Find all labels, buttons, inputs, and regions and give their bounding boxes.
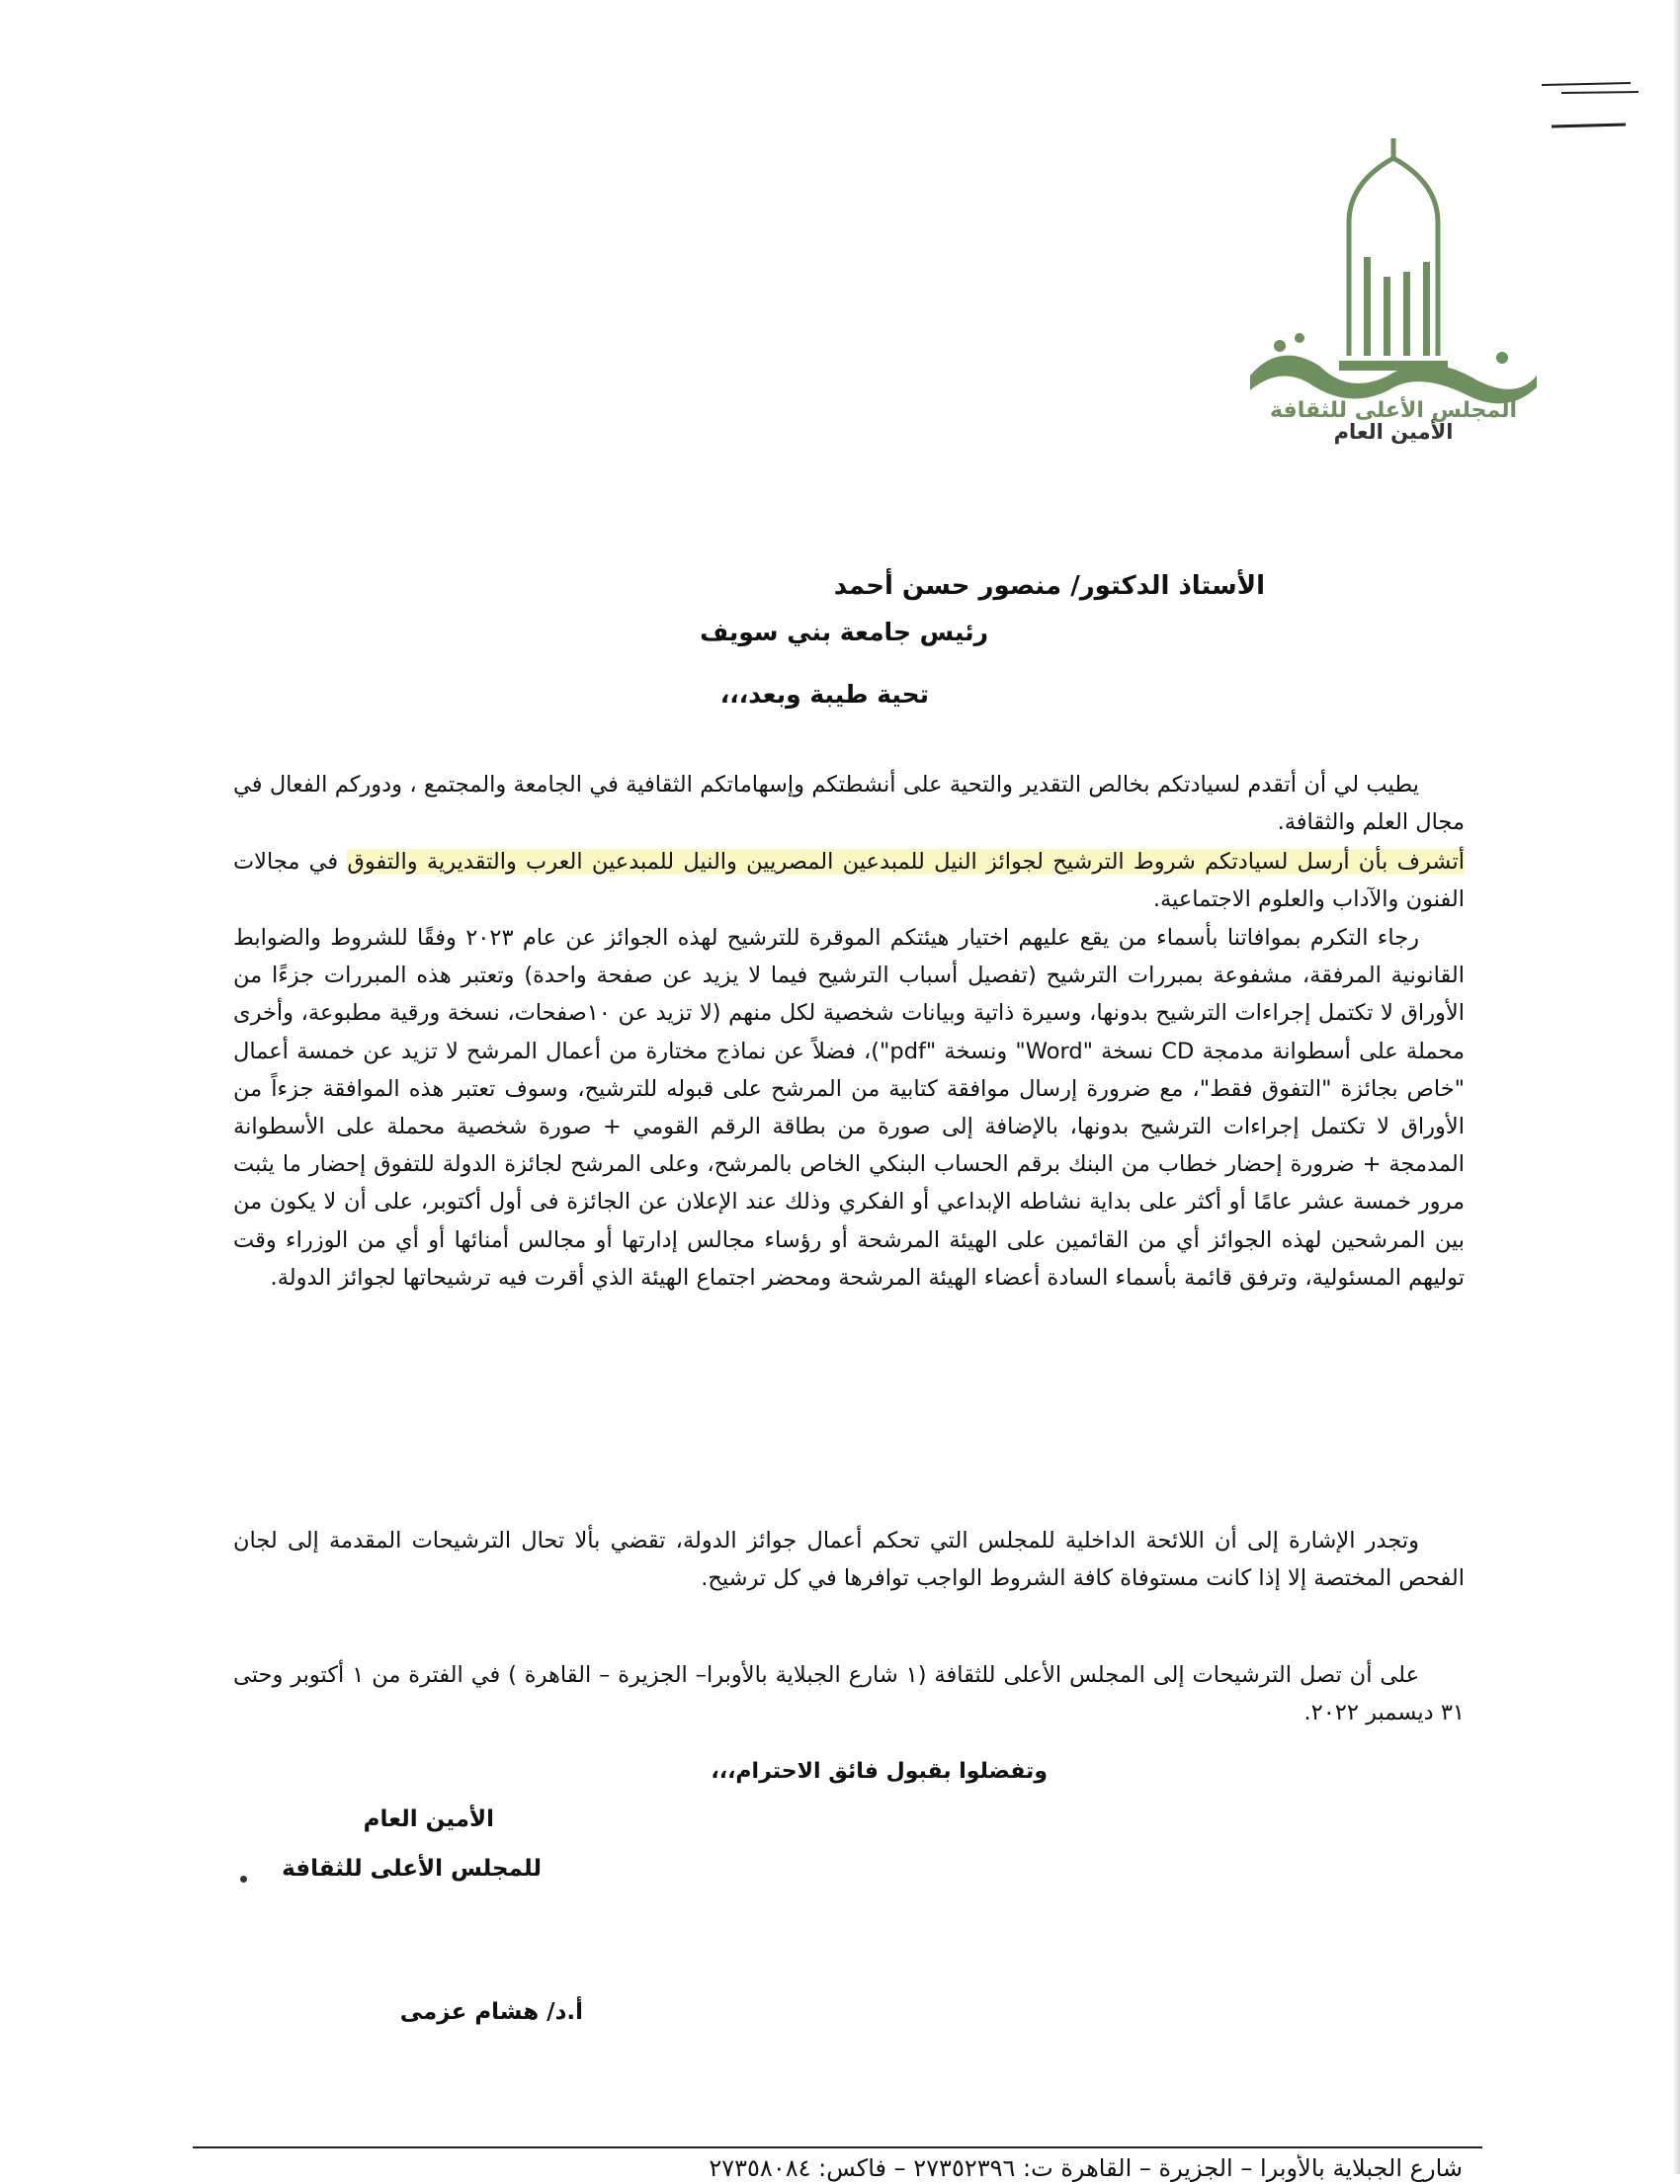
signatory-organization: للمجلس الأعلى للثقافة — [282, 1856, 542, 1882]
signatory-name: أ.د/ هشام عزمى — [399, 1999, 583, 2025]
paragraph-awards — [233, 843, 1465, 918]
paragraph-appreciation — [233, 766, 1465, 841]
paragraph-nomination-requirements — [233, 919, 1465, 1297]
paragraph-requirements-text: رجاء التكرم بموافاتنا بأسماء من يقع عليهم اختيار هيئتكم الموقرة للترشيح لهذه الجوائز عن عام ٢٠٢٣ وفقًا للشروط والضوابط القانونية المرفقة، مشفوعة بمبررات الترشيح (تفصيل أسباب الترشيح فيما لا يزيد عن صفحة واحدة) وتعتبر هذه المبررات جزءًا من الأوراق لا تكتمل إجراءات الترشيح بدونها، وسيرة ذاتية وبيانات شخصية لكل منهم (لا تزيد عن ١٠صفحات، نسخة ورقية مطبوعة، وأخرى محملة على أسطوانة مدمجة CD نسخة "Word" ونسخة "pdf")، فضلاً عن نماذج مختارة من أعمال المرشح لا تزيد عن خمسة أعمال "خاص بجائزة "التفوق فقط"، مع ضرورة إرسال موافقة كتابية من المرشح على قبوله للترشيح، وسوف تعتبر هذه الموافقة جزءاً من الأوراق لا تكتمل إجراءات الترشيح بدونها، بالإضافة إلى صورة من بطاقة الرقم القومي + صورة شخصية محملة على الأسطوانة المدمجة + ضرورة إحضار خطاب من البنك برقم الحساب البنكي الخاص بالمرشح، وعلى المرشح لجائزة الدولة للتفوق إحضار ما يثبت مرور خمسة عشر عامًا أو أكثر على بداية نشاطه الإبداعي أو الفكري وذلك عند الإعلان عن الجائزة فى أول أكتوبر، على أن لا يكون من بين المرشحين لهذه الجوائز أي من القائمين على الهيئة المرشحة أو رؤساء مجالس إدارتها أو مجالس أمنائها أو أي من الوزراء وقت توليهم المسئولية، وترفق قائمة بأسماء السادة أعضاء الهيئة المرشحة ومحضر اجتماع الهيئة الذي أقرت فيه ترشيحاتها لجوائز الدولة. — [233, 925, 1466, 1291]
greeting: تحية طيبة وبعد،،، — [719, 680, 929, 709]
paragraph-awards-rest: في مجالات الفنون والآداب والعلوم الاجتماعية. — [233, 849, 1465, 913]
paragraph-deadline-text: على أن تصل الترشيحات إلى المجلس الأعلى للثقافة (١ شارع الجبلاية بالأوبرا– الجزيرة – القاهرة ) في الفترة من ١ أكتوبر وحتى ٣١ ديسمبر ٢٠٢٢. — [233, 1662, 1465, 1726]
council-logo — [1240, 128, 1547, 425]
signatory-title: الأمين العام — [363, 1806, 494, 1832]
scan-marks — [1532, 79, 1640, 158]
recipient-title: رئيس جامعة بني سويف — [700, 618, 988, 646]
letterhead-caption: الأمين العام — [1333, 420, 1454, 444]
paragraph-deadline — [233, 1656, 1465, 1731]
footer-divider — [193, 2146, 1482, 2148]
footer-address: شارع الجبلاية بالأوبرا – الجزيرة – القاهرة ت: ٢٧٣٥٢٣٩٦ – فاكس: ٢٧٣٥٨٠٨٤ — [709, 2154, 1463, 2182]
closing-line: وتفضلوا بقبول فائق الاحترام،،، — [711, 1759, 1048, 1784]
paragraph-regulations-text: وتجدر الإشارة إلى أن اللائحة الداخلية للمجلس التي تحكم أعمال جوائز الدولة، تقضي بألا تحال الترشيحات المقدمة إلى لجان الفحص المختصة إلا إذا كانت مستوفاة كافة الشروط الواجب توافرها في كل ترشيح. — [233, 1528, 1465, 1592]
logo-calligraphy-text: المجلس الأعلى للثقافة — [1269, 398, 1518, 423]
calligraphy-shapes — [1250, 257, 1537, 403]
paragraph-appreciation-text: يطيب لي أن أتقدم لسيادتكم بخالص التقدير والتحية على أنشطتكم وإسهاماتكم الثقافية في الجامعة والمجتمع ، ودوركم الفعال في مجال العلم والثقافة. — [233, 772, 1465, 836]
highlighted-text: أتشرف بأن أرسل لسيادتكم شروط الترشيح لجوائز النيل للمبدعين المصريين والنيل للمبدعين العرب والتقديرية والتفوق — [347, 849, 1465, 875]
recipient-name: الأستاذ الدكتور/ منصور حسن أحمد — [833, 571, 1265, 601]
paragraph-regulations — [233, 1522, 1465, 1597]
scan-page-edge — [1674, 0, 1680, 2174]
scan-dot — [240, 1876, 247, 1883]
